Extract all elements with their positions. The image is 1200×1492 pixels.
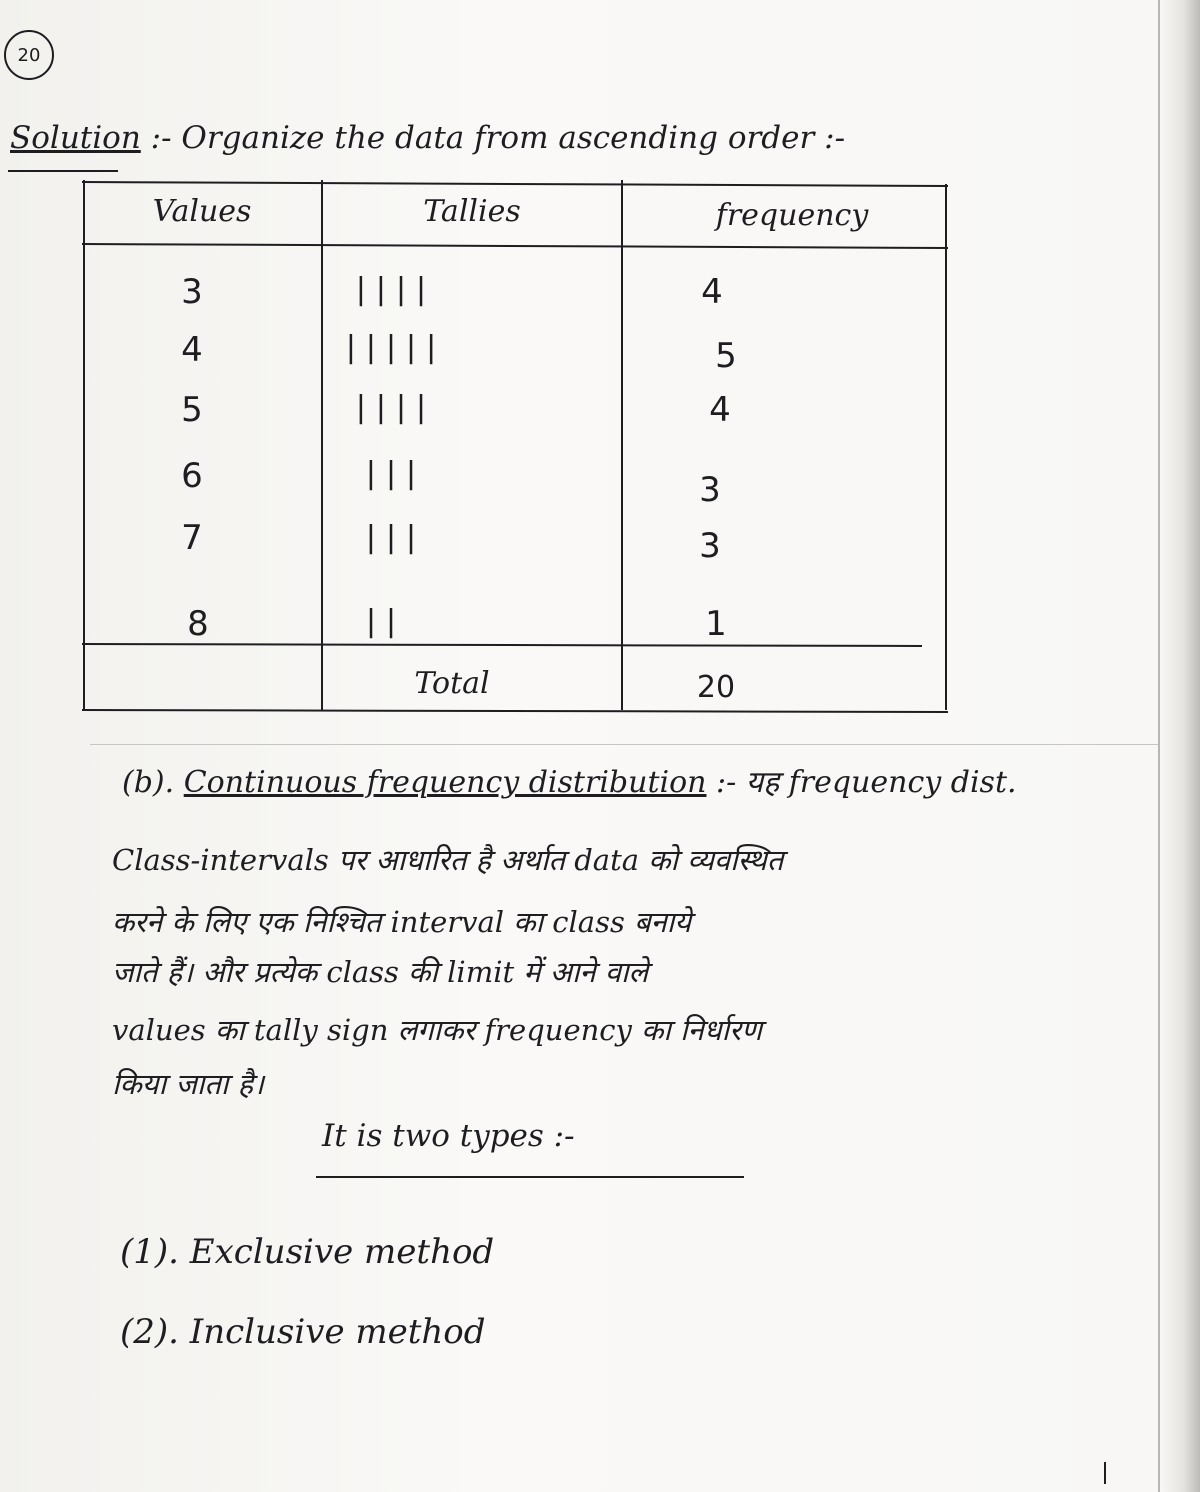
row-frequency: 1 [705,604,727,644]
section-divider [90,744,1158,745]
paragraph-line: जाते हैं। और प्रत्येक class की limit में आने वाले [112,955,649,989]
section-b-title: Continuous frequency distribution [183,765,707,800]
stray-pen-mark [1104,1462,1106,1484]
header-values: Values [152,194,252,229]
row-tally: ||||| [341,330,443,365]
paragraph-line: किया जाता है। [112,1067,265,1101]
row-frequency: 5 [715,336,737,376]
row-tally: ||| [361,456,423,491]
row-frequency: 4 [701,272,723,312]
row-value: 8 [187,604,209,644]
section-b-intro: :- यह frequency dist. [716,765,1017,800]
solution-heading [10,120,845,156]
method-item-exclusive: (1). Exclusive method [120,1232,495,1272]
row-value: 6 [181,456,203,496]
row-frequency: 4 [709,390,731,430]
types-statement: It is two types :- [322,1118,575,1154]
paragraph-line: Class-intervals पर आधारित है अर्थात data को व्यवस्थित [112,843,784,877]
section-b-marker: (b). [122,765,175,800]
header-frequency: frequency [715,198,869,233]
page-number: 20 [4,30,54,80]
row-tally: |||| [351,390,433,425]
row-frequency: 3 [699,470,721,510]
frequency-table [82,180,950,714]
method-item-inclusive: (2). Inclusive method [120,1312,486,1352]
row-tally: |||| [351,272,433,307]
solution-label: Solution [10,120,141,156]
paragraph-line: करने के लिए एक निश्चित interval का class बनाये [112,905,692,939]
solution-text: :- Organize the data from ascending order :- [150,120,846,156]
row-value: 5 [181,390,203,430]
types-underline [316,1176,744,1178]
total-label: Total [414,666,490,701]
row-tally: ||| [361,520,423,555]
row-value: 7 [181,518,203,558]
row-frequency: 3 [699,526,721,566]
row-tally: || [361,604,403,639]
paragraph-line: values का tally sign लगाकर frequency का निर्धारण [112,1013,762,1047]
header-tallies: Tallies [423,194,521,229]
page-edge-shadow [1160,0,1200,1492]
section-b-heading [122,760,1017,801]
total-value: 20 [696,670,736,705]
row-value: 4 [181,330,203,370]
heading-underline [8,170,118,172]
row-value: 3 [181,272,203,312]
